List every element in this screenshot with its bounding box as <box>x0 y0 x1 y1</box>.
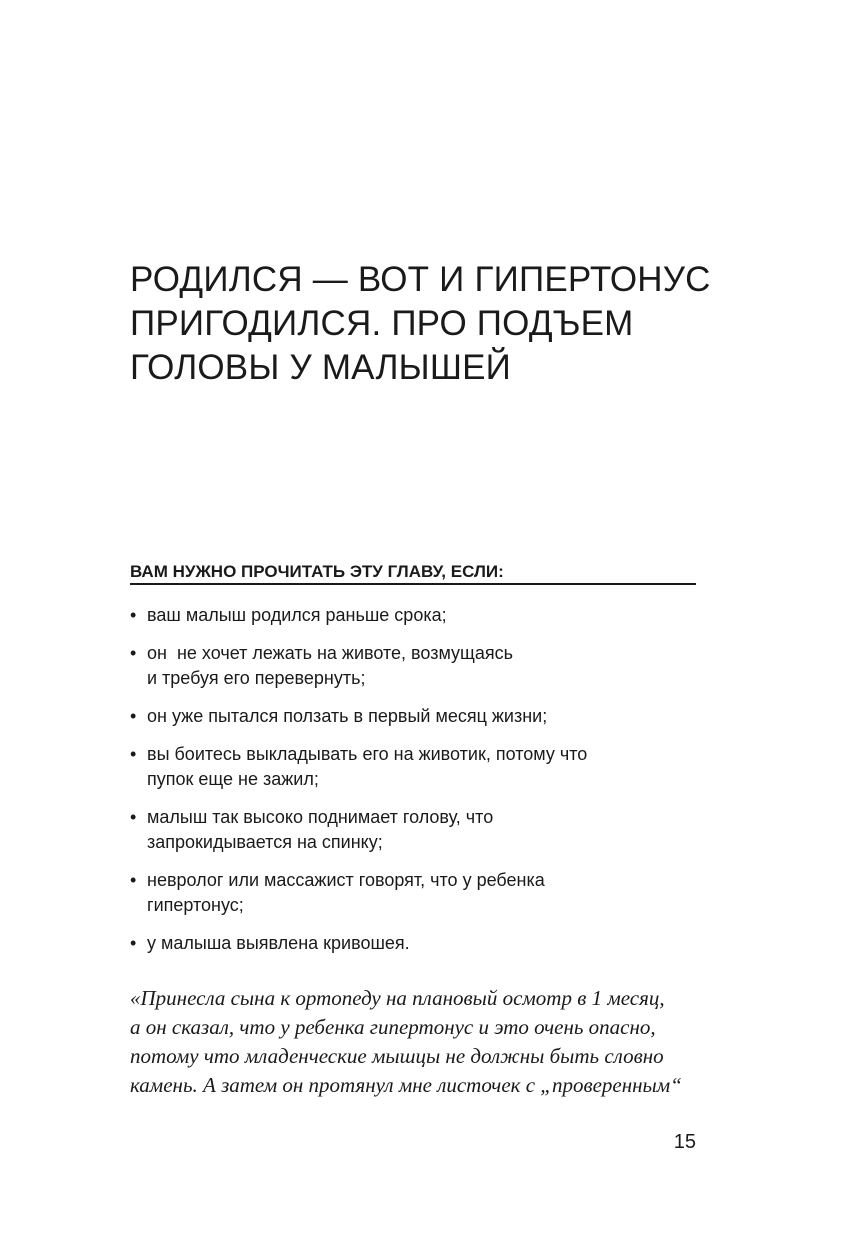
quote-line: потому что младенческие мышцы не должны быть словно <box>130 1044 664 1068</box>
checklist-heading: ВАМ НУЖНО ПРОЧИТАТЬ ЭТУ ГЛАВУ, ЕСЛИ: <box>130 562 696 585</box>
bullet-icon: • <box>130 706 137 726</box>
chapter-title-line: РОДИЛСЯ — ВОТ И ГИПЕРТОНУС <box>130 260 711 299</box>
list-item-text: он не хочет лежать на животе, возмущаясь <box>147 643 513 663</box>
list-item <box>130 805 710 855</box>
bullet-icon: • <box>130 605 137 625</box>
chapter-title-line: ГОЛОВЫ У МАЛЫШЕЙ <box>130 348 512 387</box>
bullet-icon: • <box>130 933 137 953</box>
quote-line: «Принесла сына к ортопеду на плановый осмотр в 1 месяц, <box>130 986 665 1010</box>
list-item-text: гипертонус; <box>147 895 244 915</box>
bullet-icon: • <box>130 807 137 827</box>
list-item-text: он уже пытался ползать в первый месяц жизни; <box>147 706 548 726</box>
list-item-text: пупок еще не зажил; <box>147 769 319 789</box>
chapter-title-line: ПРИГОДИЛСЯ. ПРО ПОДЪЕМ <box>130 304 634 343</box>
bullet-icon: • <box>130 643 137 663</box>
list-item-text: у малыша выявлена кривошея. <box>147 933 410 953</box>
list-item <box>130 704 710 729</box>
list-item-text: ваш малыш родился раньше срока; <box>147 605 447 625</box>
bullet-icon: • <box>130 744 137 764</box>
list-item-text: невролог или массажист говорят, что у ребенка <box>147 870 545 890</box>
page-number: 15 <box>673 1131 696 1153</box>
patient-quote <box>130 984 698 1100</box>
quote-line: камень. А затем он протянул мне листочек с „проверенным“ <box>130 1073 682 1097</box>
list-item-text: малыш так высоко поднимает голову, что <box>147 807 494 827</box>
list-item-text: вы боитесь выкладывать его на животик, потому что <box>147 744 588 764</box>
list-item <box>130 641 710 691</box>
list-item <box>130 603 710 628</box>
quote-line: а он сказал, что у ребенка гипертонус и это очень опасно, <box>130 1015 656 1039</box>
list-item-text: и требуя его перевернуть; <box>147 668 366 688</box>
list-item <box>130 931 710 956</box>
list-item <box>130 742 710 792</box>
list-item-text: запрокидывается на спинку; <box>147 832 383 852</box>
checklist <box>130 603 710 969</box>
list-item <box>130 868 710 918</box>
chapter-title <box>130 258 730 390</box>
bullet-icon: • <box>130 870 137 890</box>
